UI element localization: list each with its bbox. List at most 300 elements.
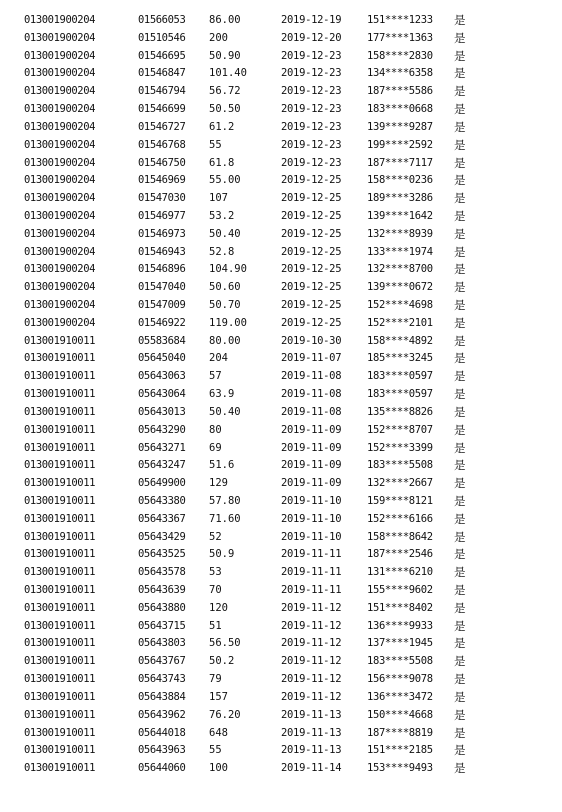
- record-id-cell: 01547009: [138, 299, 186, 311]
- record-id-cell: 05643013: [138, 405, 186, 418]
- flag-cell: 是: [454, 565, 466, 580]
- table-row: [0, 457, 562, 475]
- table-row: [0, 244, 562, 262]
- record-id-cell: 01546727: [138, 120, 186, 133]
- date-cell: 2019-12-25: [281, 245, 342, 258]
- account-code-cell: 013001910011: [24, 637, 96, 650]
- record-id-cell: 05583684: [138, 334, 186, 347]
- date-cell: 2019-12-25: [281, 316, 342, 329]
- amount-cell: 100: [209, 762, 228, 775]
- table-row: [0, 653, 562, 671]
- account-code-cell: 013001910011: [24, 405, 96, 418]
- account-code-cell: 013001910011: [24, 459, 96, 472]
- flag-cell: 是: [454, 511, 466, 526]
- record-id-cell: 01546794: [138, 85, 186, 98]
- flag-cell: 是: [454, 422, 466, 437]
- flag-cell: 是: [454, 280, 466, 295]
- flag-cell: 是: [454, 458, 466, 473]
- phone-cell: 152****2101: [367, 316, 433, 329]
- table-row: [0, 48, 562, 66]
- record-id-cell: 05643963: [138, 744, 186, 757]
- account-code-cell: 013001900204: [24, 31, 96, 44]
- account-code-cell: 013001900204: [24, 245, 96, 258]
- table-row: [0, 279, 562, 297]
- phone-cell: 153****9493: [367, 762, 433, 775]
- table-row: [0, 440, 562, 458]
- table-row: [0, 475, 562, 493]
- amount-cell: 69: [209, 441, 222, 454]
- table-row: [0, 671, 562, 689]
- record-id-cell: 01547040: [138, 281, 186, 294]
- flag-cell: 是: [454, 13, 466, 27]
- date-cell: 2019-11-08: [281, 388, 342, 401]
- phone-cell: 152****6166: [367, 512, 433, 525]
- phone-cell: 151****1233: [367, 14, 433, 26]
- table-row: [0, 493, 562, 511]
- phone-cell: 183****5508: [367, 459, 433, 472]
- table-row: [0, 725, 562, 743]
- date-cell: 2019-11-12: [281, 690, 342, 703]
- record-id-cell: 01546973: [138, 227, 186, 240]
- account-code-cell: 013001910011: [24, 566, 96, 579]
- amount-cell: 204: [209, 352, 228, 365]
- flag-cell: 是: [454, 743, 466, 758]
- phone-cell: 183****0668: [367, 103, 433, 116]
- amount-cell: 57.80: [209, 494, 241, 507]
- flag-cell: 是: [454, 137, 466, 152]
- flag-cell: 是: [454, 725, 466, 740]
- amount-cell: 120: [209, 601, 228, 614]
- phone-cell: 136****9933: [367, 619, 433, 632]
- flag-cell: 是: [454, 654, 466, 669]
- date-cell: 2019-11-11: [281, 548, 342, 561]
- flag-cell: 是: [454, 155, 466, 170]
- account-code-cell: 013001910011: [24, 619, 96, 632]
- phone-cell: 155****9602: [367, 584, 433, 596]
- table-row: [0, 190, 562, 208]
- flag-cell: 是: [454, 208, 466, 223]
- record-id-cell: 05643767: [138, 655, 186, 668]
- phone-cell: 151****2185: [367, 744, 433, 757]
- date-cell: 2019-11-13: [281, 726, 342, 739]
- flag-cell: 是: [454, 476, 466, 491]
- amount-cell: 57: [209, 370, 222, 383]
- table-row: [0, 564, 562, 582]
- date-cell: 2019-11-10: [281, 494, 342, 507]
- phone-cell: 158****4892: [367, 334, 433, 347]
- amount-cell: 52: [209, 530, 222, 543]
- record-id-cell: 05643063: [138, 370, 186, 383]
- table-row: [0, 529, 562, 547]
- phone-cell: 150****4668: [367, 708, 433, 721]
- amount-cell: 80.00: [209, 334, 241, 347]
- account-code-cell: 013001900204: [24, 14, 96, 26]
- table-row: [0, 742, 562, 760]
- record-id-cell: 05645040: [138, 352, 186, 365]
- date-cell: 2019-11-12: [281, 637, 342, 650]
- amount-cell: 648: [209, 726, 228, 739]
- account-code-cell: 013001910011: [24, 441, 96, 454]
- phone-cell: 131****6210: [367, 566, 433, 579]
- table-row: [0, 297, 562, 315]
- amount-cell: 50.50: [209, 103, 241, 116]
- amount-cell: 129: [209, 477, 228, 490]
- date-cell: 2019-10-30: [281, 334, 342, 347]
- record-id-cell: 05643884: [138, 690, 186, 703]
- record-id-cell: 05643290: [138, 423, 186, 436]
- amount-cell: 50.60: [209, 281, 241, 294]
- record-id-cell: 01546695: [138, 49, 186, 62]
- amount-cell: 50.90: [209, 49, 241, 62]
- account-code-cell: 013001900204: [24, 85, 96, 98]
- account-code-cell: 013001900204: [24, 67, 96, 80]
- account-code-cell: 013001910011: [24, 388, 96, 401]
- amount-cell: 63.9: [209, 388, 235, 401]
- phone-cell: 183****5508: [367, 655, 433, 668]
- amount-cell: 119.00: [209, 316, 247, 329]
- amount-cell: 76.20: [209, 708, 241, 721]
- amount-cell: 61.2: [209, 120, 235, 133]
- record-id-cell: 05643429: [138, 530, 186, 543]
- table-row: [0, 368, 562, 386]
- date-cell: 2019-11-09: [281, 423, 342, 436]
- flag-cell: 是: [454, 298, 466, 312]
- amount-cell: 80: [209, 423, 222, 436]
- record-id-cell: 05644060: [138, 762, 186, 775]
- flag-cell: 是: [454, 672, 466, 687]
- record-id-cell: 05643271: [138, 441, 186, 454]
- phone-cell: 134****6358: [367, 67, 433, 80]
- flag-cell: 是: [454, 707, 466, 722]
- date-cell: 2019-12-25: [281, 209, 342, 222]
- account-code-cell: 013001900204: [24, 316, 96, 329]
- account-code-cell: 013001910011: [24, 352, 96, 365]
- amount-cell: 107: [209, 192, 228, 205]
- date-cell: 2019-11-14: [281, 762, 342, 775]
- date-cell: 2019-11-12: [281, 619, 342, 632]
- record-id-cell: 05643064: [138, 388, 186, 401]
- date-cell: 2019-12-23: [281, 156, 342, 169]
- record-id-cell: 01546699: [138, 103, 186, 116]
- phone-cell: 187****5586: [367, 85, 433, 98]
- account-code-cell: 013001910011: [24, 370, 96, 383]
- table-row: [0, 333, 562, 351]
- amount-cell: 50.40: [209, 405, 241, 418]
- amount-cell: 56.72: [209, 85, 241, 98]
- account-code-cell: 013001900204: [24, 209, 96, 222]
- phone-cell: 151****8402: [367, 601, 433, 614]
- flag-cell: 是: [454, 119, 466, 134]
- phone-cell: 139****0672: [367, 281, 433, 294]
- account-code-cell: 013001910011: [24, 477, 96, 490]
- phone-cell: 139****1642: [367, 209, 433, 222]
- record-id-cell: 01510546: [138, 31, 186, 44]
- date-cell: 2019-12-20: [281, 31, 342, 44]
- date-cell: 2019-11-08: [281, 370, 342, 383]
- date-cell: 2019-11-10: [281, 530, 342, 543]
- table-row: [0, 760, 562, 778]
- amount-cell: 101.40: [209, 67, 247, 80]
- table-row: [0, 83, 562, 101]
- record-id-cell: 01546768: [138, 138, 186, 151]
- phone-cell: 132****8939: [367, 227, 433, 240]
- account-code-cell: 013001900204: [24, 49, 96, 62]
- account-code-cell: 013001900204: [24, 174, 96, 187]
- date-cell: 2019-12-19: [281, 14, 342, 26]
- account-code-cell: 013001910011: [24, 726, 96, 739]
- date-cell: 2019-12-23: [281, 138, 342, 151]
- amount-cell: 50.9: [209, 548, 235, 561]
- record-id-cell: 01546750: [138, 156, 186, 169]
- record-id-cell: 05643380: [138, 494, 186, 507]
- amount-cell: 71.60: [209, 512, 241, 525]
- date-cell: 2019-12-23: [281, 103, 342, 116]
- record-id-cell: 05643639: [138, 584, 186, 596]
- amount-cell: 55: [209, 138, 222, 151]
- amount-cell: 53: [209, 566, 222, 579]
- amount-cell: 157: [209, 690, 228, 703]
- phone-cell: 183****0597: [367, 388, 433, 401]
- date-cell: 2019-11-13: [281, 744, 342, 757]
- flag-cell: 是: [454, 547, 466, 562]
- record-id-cell: 05649900: [138, 477, 186, 490]
- account-code-cell: 013001900204: [24, 263, 96, 276]
- amount-cell: 50.2: [209, 655, 235, 668]
- date-cell: 2019-11-09: [281, 459, 342, 472]
- flag-cell: 是: [454, 173, 466, 188]
- table-row: [0, 137, 562, 155]
- table-row: [0, 618, 562, 636]
- date-cell: 2019-11-09: [281, 477, 342, 490]
- amount-cell: 200: [209, 31, 228, 44]
- table-row: [0, 208, 562, 226]
- table-row: [0, 546, 562, 564]
- table-row: [0, 350, 562, 368]
- phone-cell: 187****8819: [367, 726, 433, 739]
- flag-cell: 是: [454, 333, 466, 348]
- table-row: [0, 65, 562, 83]
- flag-cell: 是: [454, 315, 466, 330]
- table-row: [0, 101, 562, 119]
- record-id-cell: 01547030: [138, 192, 186, 205]
- flag-cell: 是: [454, 84, 466, 99]
- table-row: [0, 386, 562, 404]
- date-cell: 2019-12-25: [281, 174, 342, 187]
- date-cell: 2019-11-07: [281, 352, 342, 365]
- phone-cell: 152****4698: [367, 299, 433, 311]
- record-id-cell: 05643367: [138, 512, 186, 525]
- phone-cell: 139****9287: [367, 120, 433, 133]
- date-cell: 2019-11-11: [281, 566, 342, 579]
- record-id-cell: 01546977: [138, 209, 186, 222]
- record-id-cell: 05643715: [138, 619, 186, 632]
- phone-cell: 152****3399: [367, 441, 433, 454]
- amount-cell: 79: [209, 673, 222, 686]
- table-row: [0, 511, 562, 529]
- account-code-cell: 013001910011: [24, 584, 96, 596]
- phone-cell: 132****2667: [367, 477, 433, 490]
- phone-cell: 185****3245: [367, 352, 433, 365]
- phone-cell: 199****2592: [367, 138, 433, 151]
- table-row: [0, 404, 562, 422]
- phone-cell: 135****8826: [367, 405, 433, 418]
- account-code-cell: 013001910011: [24, 494, 96, 507]
- phone-cell: 183****0597: [367, 370, 433, 383]
- account-code-cell: 013001900204: [24, 138, 96, 151]
- flag-cell: 是: [454, 351, 466, 366]
- phone-cell: 177****1363: [367, 31, 433, 44]
- amount-cell: 50.70: [209, 299, 241, 311]
- amount-cell: 86.00: [209, 14, 241, 26]
- account-code-cell: 013001910011: [24, 690, 96, 703]
- record-id-cell: 05643743: [138, 673, 186, 686]
- amount-cell: 51.6: [209, 459, 235, 472]
- data-table: [0, 12, 562, 778]
- phone-cell: 156****9078: [367, 673, 433, 686]
- account-code-cell: 013001910011: [24, 423, 96, 436]
- date-cell: 2019-12-25: [281, 227, 342, 240]
- date-cell: 2019-12-25: [281, 263, 342, 276]
- record-id-cell: 01546847: [138, 67, 186, 80]
- account-code-cell: 013001910011: [24, 744, 96, 757]
- flag-cell: 是: [454, 689, 466, 704]
- account-code-cell: 013001900204: [24, 103, 96, 116]
- amount-cell: 53.2: [209, 209, 235, 222]
- flag-cell: 是: [454, 387, 466, 402]
- amount-cell: 55: [209, 744, 222, 757]
- table-row: [0, 635, 562, 653]
- record-id-cell: 01546896: [138, 263, 186, 276]
- flag-cell: 是: [454, 404, 466, 419]
- table-row: [0, 119, 562, 137]
- record-id-cell: 01546922: [138, 316, 186, 329]
- account-code-cell: 013001910011: [24, 762, 96, 775]
- table-row: [0, 226, 562, 244]
- flag-cell: 是: [454, 493, 466, 508]
- record-id-cell: 05643803: [138, 637, 186, 650]
- date-cell: 2019-11-13: [281, 708, 342, 721]
- phone-cell: 152****8707: [367, 423, 433, 436]
- table-row: [0, 582, 562, 600]
- date-cell: 2019-11-12: [281, 655, 342, 668]
- account-code-cell: 013001910011: [24, 655, 96, 668]
- record-id-cell: 05643525: [138, 548, 186, 561]
- phone-cell: 158****2830: [367, 49, 433, 62]
- amount-cell: 56.50: [209, 637, 241, 650]
- record-id-cell: 05643962: [138, 708, 186, 721]
- flag-cell: 是: [454, 529, 466, 544]
- flag-cell: 是: [454, 618, 466, 633]
- account-code-cell: 013001900204: [24, 281, 96, 294]
- record-id-cell: 05644018: [138, 726, 186, 739]
- phone-cell: 137****1945: [367, 637, 433, 650]
- account-code-cell: 013001900204: [24, 299, 96, 311]
- table-row: [0, 422, 562, 440]
- account-code-cell: 013001910011: [24, 334, 96, 347]
- amount-cell: 51: [209, 619, 222, 632]
- account-code-cell: 013001900204: [24, 156, 96, 169]
- record-id-cell: 01546943: [138, 245, 186, 258]
- phone-cell: 133****1974: [367, 245, 433, 258]
- amount-cell: 70: [209, 584, 222, 596]
- table-row: [0, 30, 562, 48]
- flag-cell: 是: [454, 636, 466, 651]
- flag-cell: 是: [454, 761, 466, 776]
- date-cell: 2019-11-08: [281, 405, 342, 418]
- date-cell: 2019-12-25: [281, 299, 342, 311]
- flag-cell: 是: [454, 30, 466, 45]
- phone-cell: 158****8642: [367, 530, 433, 543]
- account-code-cell: 013001910011: [24, 601, 96, 614]
- table-row: [0, 172, 562, 190]
- flag-cell: 是: [454, 191, 466, 206]
- flag-cell: 是: [454, 66, 466, 81]
- date-cell: 2019-12-25: [281, 192, 342, 205]
- account-code-cell: 013001910011: [24, 512, 96, 525]
- account-code-cell: 013001910011: [24, 708, 96, 721]
- date-cell: 2019-12-23: [281, 85, 342, 98]
- account-code-cell: 013001910011: [24, 673, 96, 686]
- flag-cell: 是: [454, 600, 466, 615]
- flag-cell: 是: [454, 226, 466, 241]
- phone-cell: 189****3286: [367, 192, 433, 205]
- account-code-cell: 013001900204: [24, 192, 96, 205]
- account-code-cell: 013001900204: [24, 120, 96, 133]
- phone-cell: 159****8121: [367, 494, 433, 507]
- flag-cell: 是: [454, 440, 466, 455]
- date-cell: 2019-12-23: [281, 49, 342, 62]
- flag-cell: 是: [454, 262, 466, 277]
- account-code-cell: 013001910011: [24, 548, 96, 561]
- date-cell: 2019-11-11: [281, 584, 342, 596]
- record-id-cell: 05643880: [138, 601, 186, 614]
- table-row: [0, 12, 562, 30]
- flag-cell: 是: [454, 244, 466, 259]
- phone-cell: 187****2546: [367, 548, 433, 561]
- record-id-cell: 05643247: [138, 459, 186, 472]
- record-id-cell: 05643578: [138, 566, 186, 579]
- date-cell: 2019-11-10: [281, 512, 342, 525]
- table-row: [0, 707, 562, 725]
- phone-cell: 136****3472: [367, 690, 433, 703]
- record-id-cell: 01546969: [138, 174, 186, 187]
- flag-cell: 是: [454, 48, 466, 63]
- phone-cell: 187****7117: [367, 156, 433, 169]
- table-row: [0, 261, 562, 279]
- table-row: [0, 155, 562, 173]
- table-row: [0, 600, 562, 618]
- date-cell: 2019-12-23: [281, 120, 342, 133]
- amount-cell: 50.40: [209, 227, 241, 240]
- table-row: [0, 689, 562, 707]
- date-cell: 2019-12-25: [281, 281, 342, 294]
- account-code-cell: 013001910011: [24, 530, 96, 543]
- phone-cell: 132****8700: [367, 263, 433, 276]
- date-cell: 2019-11-09: [281, 441, 342, 454]
- flag-cell: 是: [454, 583, 466, 597]
- amount-cell: 55.00: [209, 174, 241, 187]
- date-cell: 2019-12-23: [281, 67, 342, 80]
- amount-cell: 61.8: [209, 156, 235, 169]
- amount-cell: 52.8: [209, 245, 235, 258]
- account-code-cell: 013001900204: [24, 227, 96, 240]
- flag-cell: 是: [454, 369, 466, 384]
- table-row: [0, 315, 562, 333]
- amount-cell: 104.90: [209, 263, 247, 276]
- date-cell: 2019-11-12: [281, 601, 342, 614]
- phone-cell: 158****0236: [367, 174, 433, 187]
- flag-cell: 是: [454, 102, 466, 117]
